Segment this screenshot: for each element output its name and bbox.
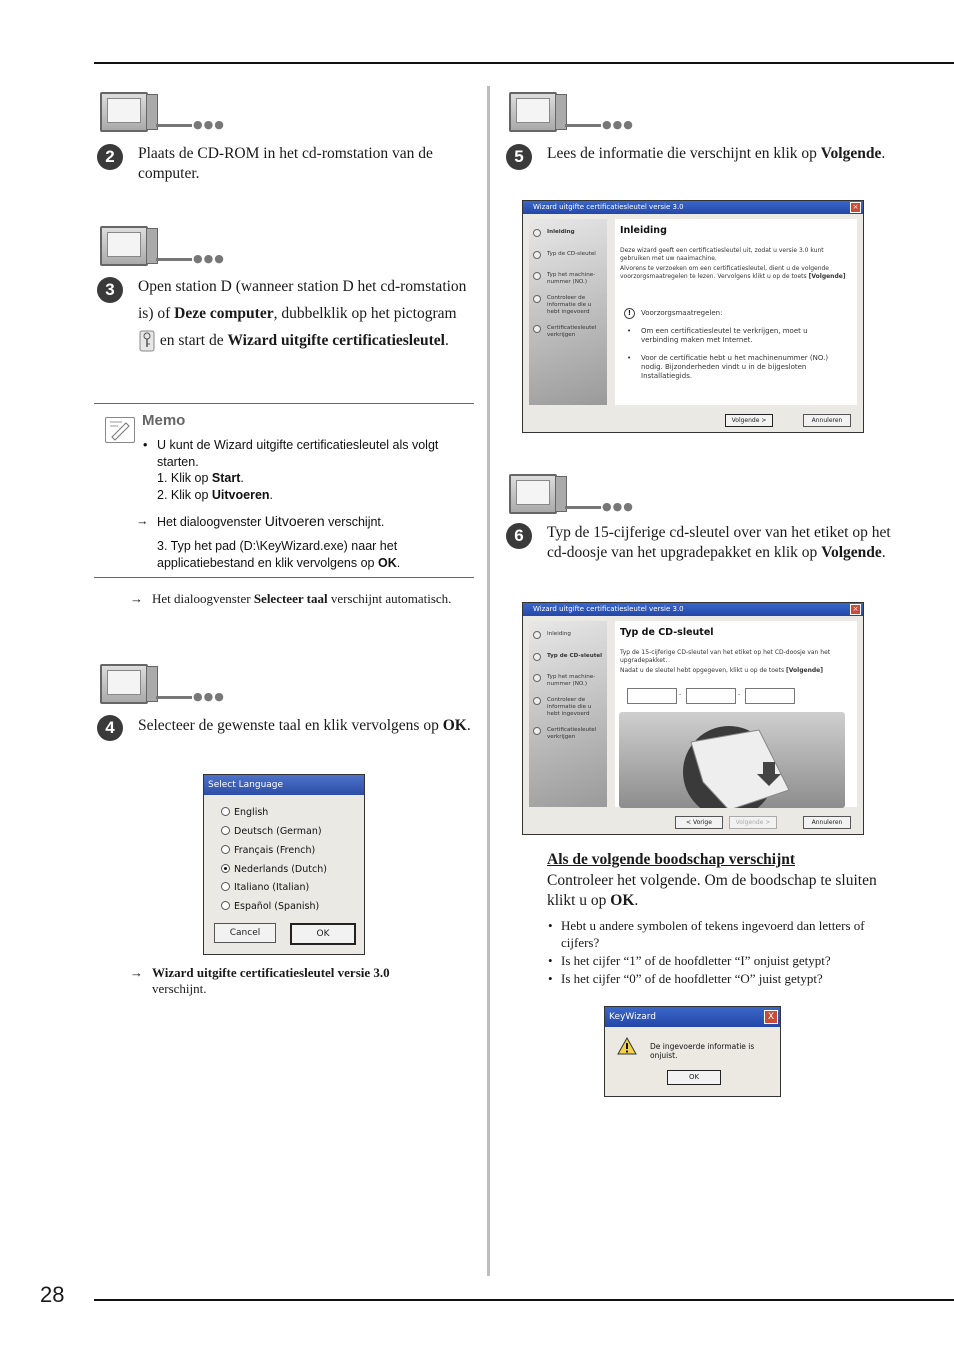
cancel-button[interactable]: Annuleren xyxy=(803,414,851,427)
select-language-dialog xyxy=(203,774,365,955)
wizard-cd-key-dialog xyxy=(522,602,864,835)
bullet: • xyxy=(548,918,553,933)
ok-button[interactable]: OK xyxy=(667,1070,721,1085)
step-number: 6 xyxy=(506,523,532,549)
language-option-italian[interactable]: Italiano (Italian) xyxy=(221,882,309,893)
arrow-icon: → xyxy=(130,591,143,606)
bullet: • xyxy=(548,971,553,986)
computer-icon: ●●● xyxy=(100,92,220,134)
step-5-text: Lees de informatie die verschijnt en klik op Volgende. xyxy=(547,145,886,162)
column-divider xyxy=(487,86,490,1276)
memo-title: Memo xyxy=(142,412,186,429)
step-number: 4 xyxy=(97,715,123,741)
message-bullet-3: Is het cijfer “0” of de hoofdletter “O” juist getypt? xyxy=(561,971,823,986)
computer-icon: ●●● xyxy=(509,474,629,516)
wizard-heading: Typ de CD-sleutel xyxy=(620,627,714,638)
step-number: 2 xyxy=(97,144,123,170)
wizard-paragraph-1: Typ de 15-cijferige CD-sleutel van het etiket op het CD-doosje van het upgradepakket. xyxy=(620,649,831,664)
dash: - xyxy=(738,691,741,698)
wizard-paragraph-1: Deze wizard geeft een certificatiesleutel uit, zodat u versie 3.0 kunt gebruiken met uw naaimachine. xyxy=(620,247,824,262)
sidebar-item-check-info: Controleer de informatie die u hebt ingevoerd xyxy=(533,295,603,316)
close-icon[interactable]: × xyxy=(850,604,861,615)
sidebar-item-cd-key: Typ de CD-sleutel xyxy=(533,653,602,660)
bullet: • xyxy=(143,438,148,452)
cancel-button[interactable]: Annuleren xyxy=(803,816,851,829)
ok-button[interactable]: OK xyxy=(290,923,356,945)
memo-line-2: 2. Klik op Uitvoeren. xyxy=(157,488,274,502)
memo-line-3: 3. Typ het pad (D:\KeyWizard.exe) naar het applicatiebestand en klik vervolgens op OK. xyxy=(157,539,401,570)
dash: - xyxy=(679,691,682,698)
cancel-button[interactable]: Cancel xyxy=(214,923,276,943)
after-language-text: Wizard uitgifte certificatiesleutel versie 3.0 verschijnt. xyxy=(152,965,390,996)
sidebar-item-machine-number: Typ het machine-nummer (NO.) xyxy=(533,272,605,286)
dialog-title: Select Language xyxy=(204,775,364,795)
close-icon[interactable]: × xyxy=(850,202,861,213)
bullet: • xyxy=(627,354,632,362)
sidebar-item-cd-key: Typ de CD-sleutel xyxy=(533,251,596,258)
message-heading: Als de volgende boodschap verschijnt xyxy=(547,851,796,868)
step-6-text: Typ de 15-cijferige cd-sleutel over van het etiket op het cd-doosje van het upgradepakket en klik op Volgende. xyxy=(547,524,891,561)
arrow-icon: → xyxy=(130,965,143,980)
bullet: • xyxy=(627,327,632,335)
language-option-english[interactable]: English xyxy=(221,807,268,818)
warning-icon xyxy=(617,1037,637,1059)
wizard-bullet-2: Voor de certificatie hebt u het machinenummer (NO.) nodig. Bijzonderheden vindt u in de bijgesloten Installatiegids. xyxy=(641,354,829,380)
warning-title: Voorzorgsmaatregelen: xyxy=(641,309,723,317)
key-icon xyxy=(138,330,156,352)
sidebar-item-intro: Inleiding xyxy=(533,631,571,638)
next-button-disabled[interactable]: Volgende > xyxy=(729,816,777,829)
wizard-content xyxy=(615,621,857,807)
sidebar-item-get-key: Certificatiesleutel verkrijgen xyxy=(533,727,605,741)
wizard-heading: Inleiding xyxy=(620,225,667,236)
wizard-paragraph-2: Nadat u de sleutel hebt opgegeven, klikt u op de toets [Volgende] xyxy=(620,667,823,674)
top-rule xyxy=(94,62,954,64)
wizard-sidebar xyxy=(529,219,607,405)
message-bullet-2: Is het cijfer “1” of de hoofdletter “I” onjuist getypt? xyxy=(561,953,831,968)
memo-line-1: 1. Klik op Start. xyxy=(157,471,244,485)
cd-case-illustration xyxy=(619,712,845,808)
memo-bottom-rule xyxy=(94,577,474,578)
cd-key-field-1[interactable] xyxy=(627,688,677,704)
wizard-content xyxy=(615,219,857,405)
step-number: 5 xyxy=(506,144,532,170)
next-button[interactable]: Volgende > xyxy=(725,414,773,427)
sidebar-item-machine-number: Typ het machine-nummer (NO.) xyxy=(533,674,605,688)
bottom-rule xyxy=(94,1299,954,1301)
after-memo-text: Het dialoogvenster Selecteer taal verschijnt automatisch. xyxy=(152,591,452,606)
message-bullet-1: Hebt u andere symbolen of tekens ingevoerd dan letters of cijfers? xyxy=(561,918,865,950)
warning-icon: ! xyxy=(624,308,635,319)
dialog-titlebar: Wizard uitgifte certificatiesleutel versie 3.0 × xyxy=(523,201,863,214)
memo-top-rule xyxy=(94,403,474,404)
language-option-spanish[interactable]: Español (Spanish) xyxy=(221,901,319,912)
cd-key-field-2[interactable] xyxy=(686,688,736,704)
cd-key-field-3[interactable] xyxy=(745,688,795,704)
message-intro: Controleer het volgende. Om de boodschap te sluiten klikt u op OK. xyxy=(547,872,877,909)
language-option-german[interactable]: Deutsch (German) xyxy=(221,826,322,837)
page-number: 28 xyxy=(40,1282,65,1307)
arrow-icon: → xyxy=(136,514,149,528)
step-3-text: Open station D (wanneer station D het cd-romstation is) of Deze computer, dubbelklik op het pictogram en start de Wizard uitgifte certificatiesleutel. xyxy=(138,273,472,354)
memo-bullet-text: U kunt de Wizard uitgifte certificatiesleutel als volgt starten. xyxy=(157,438,439,469)
memo-arrow-text: Het dialoogvenster Uitvoeren verschijnt. xyxy=(157,513,385,529)
wizard-bullet-1: Om een certificatiesleutel te verkrijgen, moet u verbinding maken met Internet. xyxy=(641,327,808,344)
language-option-french[interactable]: Français (French) xyxy=(221,845,315,856)
computer-icon: ●●● xyxy=(509,92,629,134)
step-number: 3 xyxy=(97,277,123,303)
dialog-titlebar: Wizard uitgifte certificatiesleutel versie 3.0 × xyxy=(523,603,863,616)
wizard-sidebar xyxy=(529,621,607,807)
computer-icon: ●●● xyxy=(100,664,220,706)
close-icon[interactable]: X xyxy=(764,1010,778,1024)
language-option-dutch[interactable]: Nederlands (Dutch) xyxy=(221,864,327,875)
computer-icon: ●●● xyxy=(100,226,220,268)
error-message: De ingevoerde informatie is onjuist. xyxy=(650,1042,755,1060)
step-4-text: Selecteer de gewenste taal en klik vervolgens op OK. xyxy=(138,717,471,734)
wizard-paragraph-2: Alvorens te verzoeken om een certificatiesleutel, dient u de volgende voorzorgsmaatregelen te lezen. Vervolgens klikt u op de toets [Volgende] xyxy=(620,265,846,280)
bullet: • xyxy=(548,953,553,968)
sidebar-item-check-info: Controleer de informatie die u hebt ingevoerd xyxy=(533,697,603,718)
sidebar-item-get-key: Certificatiesleutel verkrijgen xyxy=(533,325,605,339)
sidebar-item-intro: Inleiding xyxy=(533,229,575,236)
memo-icon xyxy=(105,417,135,443)
dialog-titlebar: KeyWizard X xyxy=(605,1007,780,1027)
step-2-text: Plaats de CD-ROM in het cd-romstation van de computer. xyxy=(138,145,433,182)
back-button[interactable]: < Vorige xyxy=(675,816,723,829)
wizard-intro-dialog xyxy=(522,200,864,433)
keywizard-error-dialog xyxy=(604,1006,781,1097)
